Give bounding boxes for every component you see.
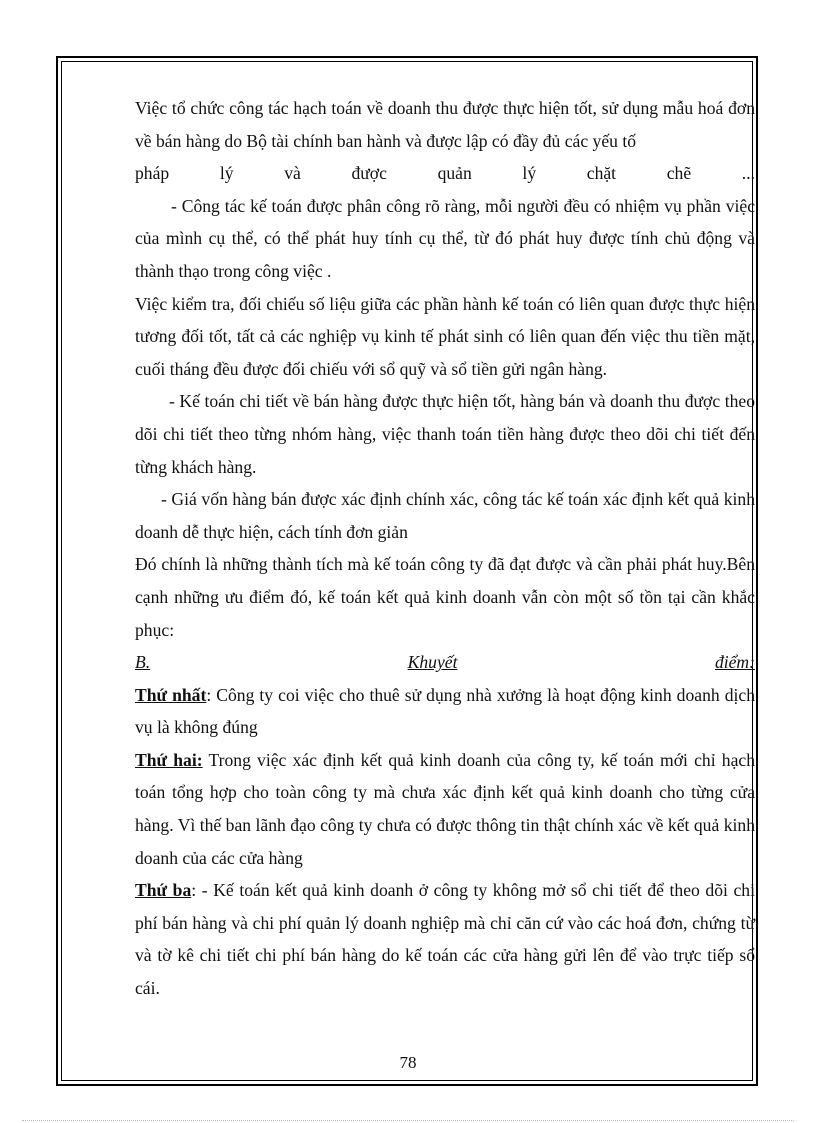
paragraph-reconciliation: Việc kiểm tra, đối chiếu số liệu giữa các phần hành kế toán có liên quan được thực hiện tương đối tốt, tất cả các nghiệp vụ kinh tế phát sinh có liên quan đến việc thu tiền mặt, cuối tháng đều được đối chiếu với sổ quỹ và sổ tiền gửi ngân hàng. [135, 293, 755, 379]
point-third-label: Thứ ba [135, 880, 192, 901]
document-body [135, 92, 755, 1005]
paragraph-cost-of-goods: - Giá vốn hàng bán được xác định chính xác, công tác kế toán xác định kết quả kinh doanh dễ thực hiện, cách tính đơn giản [135, 489, 755, 542]
point-first [135, 679, 755, 744]
paragraph-achievements: Đó chính là những thành tích mà kế toán công ty đã đạt được và cần phải phát huy.Bên cạnh những ưu điểm đó, kế toán kết quả kinh doanh vẫn còn một số tồn tại cần khắc phục: [135, 554, 755, 640]
section-word-1: Khuyết [407, 652, 458, 673]
section-word-2: điểm: [714, 652, 755, 673]
page-number: 78 [399, 1053, 417, 1072]
point-second-text: Trong việc xác định kết quả kinh doanh của công ty, kế toán mới chỉ hạch toán tổng hợp cho toàn công ty mà chưa xác định kết quả kinh doanh cho từng cửa hàng. Vì thế ban lãnh đạo công ty chưa có được thông tin thật chính xác về kết quả kinh doanh của các cửa hàng [135, 749, 755, 868]
section-letter: B. [135, 652, 151, 673]
point-second-label: Thứ hai: [135, 749, 203, 770]
paragraph-revenue-accounting: Việc tổ chức công tác hạch toán về doanh thu được thực hiện tốt, sử dụng mẫu hoá đơn về bán hàng do Bộ tài chính ban hành và được lập có đầy đủ các yếu tố [135, 98, 755, 151]
point-third [135, 874, 755, 1004]
point-first-label: Thứ nhất [135, 684, 207, 705]
point-third-text: : - Kế toán kết quả kinh doanh ở công ty không mở sổ chi tiết để theo dõi chi phí bán hàng và chi phí quản lý doanh nghiệp mà chỉ căn cứ vào các hoá đơn, chứng từ và tờ kê chi tiết chi phí bán hàng do kế toán các cửa hàng gửi lên để vào trực tiếp sổ cái. [135, 880, 755, 999]
section-heading-weaknesses [135, 646, 755, 679]
paragraph-sales-detail: - Kế toán chi tiết về bán hàng được thực hiện tốt, hàng bán và doanh thu được theo dõi chi tiết theo từng nhóm hàng, việc thanh toán tiền hàng được theo dõi chi tiết đến từng khách hàng. [135, 391, 755, 477]
point-first-text: : Công ty coi việc cho thuê sử dụng nhà xưởng là hoạt động kinh doanh dịch vụ là không đúng [135, 684, 755, 738]
paragraph-revenue-accounting-end: pháp lý và được quản lý chặt chẽ ... [135, 163, 755, 184]
point-second [135, 744, 755, 874]
page-bottom-divider [22, 1120, 794, 1121]
paragraph-task-assignment: - Công tác kế toán được phân công rõ ràng, mỗi người đều có nhiệm vụ phần việc của mình cụ thể, có thể phát huy tính cụ thể, từ đó phát huy được tính chủ động và thành thạo trong công việc . [135, 195, 755, 281]
